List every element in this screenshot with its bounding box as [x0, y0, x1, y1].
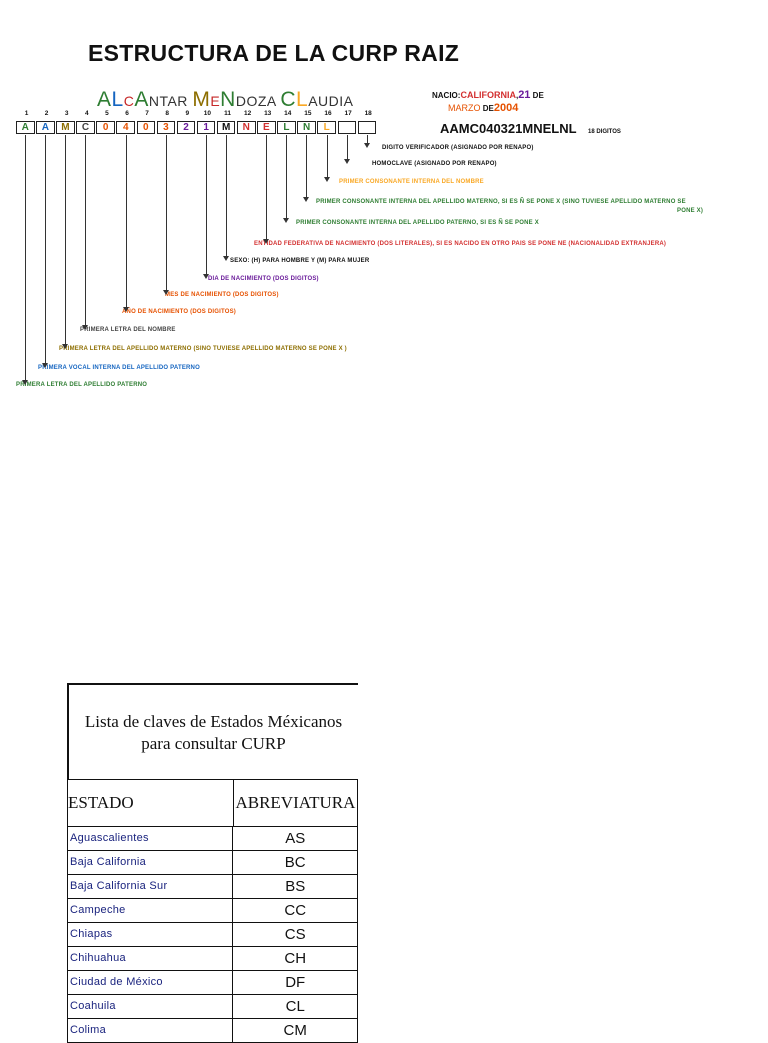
table-row: [67, 947, 358, 971]
birth-de: DE: [530, 91, 544, 100]
table-header: [67, 779, 358, 827]
curp-cell: L: [317, 121, 336, 134]
position-number: 4: [84, 110, 89, 117]
annotation-label: PRIMER CONSONANTE INTERNA DEL APELLIDO PATERNO, SI ES Ñ SE PONE X: [296, 220, 539, 226]
birth-day: 21: [518, 89, 531, 101]
connector-line: [166, 135, 167, 291]
position-number: 16: [324, 110, 332, 117]
state-abbreviation: DF: [233, 971, 358, 994]
connector-line: [226, 135, 227, 257]
birth-year: 2004: [493, 102, 519, 114]
state-abbreviation: AS: [233, 827, 358, 850]
position-number: 5: [105, 110, 109, 117]
curp-grid: [16, 121, 378, 134]
state-name: Baja California: [68, 851, 233, 874]
state-abbreviation: BC: [233, 851, 358, 874]
state-abbreviation: CS: [233, 923, 358, 946]
position-number: 13: [264, 110, 272, 117]
position-number: 18: [364, 110, 372, 117]
digits-note: 18 DIGITOS: [588, 129, 621, 135]
birth-info: [432, 89, 544, 115]
arrow-head-icon: [364, 143, 370, 148]
curp-cell: M: [217, 121, 236, 134]
position-number: 11: [224, 110, 231, 117]
position-number: 9: [185, 110, 190, 117]
page-title: ESTRUCTURA DE LA CURP RAIZ: [88, 40, 460, 66]
curp-cell: [358, 121, 377, 134]
annotation-label: SEXO: (H) PARA HOMBRE Y (M) PARA MUJER: [230, 258, 370, 264]
position-number: 15: [304, 110, 312, 117]
table-row: [67, 995, 358, 1019]
position-number: 2: [44, 110, 49, 117]
state-name: Chihuahua: [68, 947, 233, 970]
curp-cell: 2: [177, 121, 196, 134]
curp-cell: N: [297, 121, 316, 134]
curp-cell: 3: [157, 121, 176, 134]
state-abbreviation: CC: [233, 899, 358, 922]
position-number: 1: [24, 110, 29, 117]
name-part: AUDIA: [308, 93, 354, 109]
connector-line: [65, 135, 66, 345]
curp-cell: 1: [197, 121, 216, 134]
position-numbers: [16, 110, 406, 120]
arrow-head-icon: [344, 159, 350, 164]
state-name: Ciudad de México: [68, 971, 233, 994]
arrow-head-icon: [123, 307, 129, 312]
position-number: 17: [344, 110, 352, 117]
state-name: Colima: [68, 1019, 233, 1042]
position-number: 3: [64, 110, 69, 117]
position-number: 12: [243, 110, 252, 117]
position-number: 6: [125, 110, 129, 117]
curp-cell: 4: [116, 121, 135, 134]
example-name: [97, 88, 354, 112]
state-abbreviation: BS: [233, 875, 358, 898]
annotation-label: PRIMERA LETRA DEL APELLIDO MATERNO (SINO TUVIESE APELLIDO MATERNO SE PONE X ): [59, 346, 347, 352]
name-part: A: [97, 88, 112, 111]
arrow-head-icon: [283, 218, 289, 223]
arrow-head-icon: [163, 290, 169, 295]
arrow-head-icon: [223, 256, 229, 261]
connector-line: [25, 135, 26, 381]
curp-cell: E: [257, 121, 276, 134]
table-row: [67, 875, 358, 899]
connector-line: [306, 135, 307, 198]
name-part: E: [210, 93, 221, 109]
arrow-head-icon: [263, 239, 269, 244]
arrow-head-icon: [303, 197, 309, 202]
annotation-label: HOMOCLAVE (ASIGNADO POR RENAPO): [372, 161, 497, 167]
connector-line: [327, 135, 328, 178]
annotation-label: AÑO DE NACIMIENTO (DOS DIGITOS): [122, 309, 236, 315]
curp-cell: N: [237, 121, 256, 134]
position-number: 10: [203, 110, 211, 117]
table-row: [67, 1019, 358, 1043]
header-abreviatura: ABREVIATURA: [234, 780, 358, 826]
arrow-head-icon: [82, 325, 88, 330]
name-part: C: [280, 88, 297, 111]
table-title-line1: Lista de claves de Estados Méxicanos: [84, 712, 343, 731]
table-row: [67, 899, 358, 923]
state-name: Baja California Sur: [68, 875, 233, 898]
name-part: L: [296, 88, 309, 111]
state-abbreviation: CL: [233, 995, 358, 1018]
curp-cell: L: [277, 121, 296, 134]
connector-line: [206, 135, 207, 275]
connector-line: [347, 135, 348, 160]
birth-month: MARZO: [448, 103, 481, 113]
state-name: Campeche: [68, 899, 233, 922]
birth-label: NACIO:: [432, 91, 461, 100]
arrow-head-icon: [22, 380, 28, 385]
name-part: A: [134, 88, 149, 111]
arrow-head-icon: [42, 363, 48, 368]
state-abbreviation: CH: [233, 947, 358, 970]
annotation-label: DIGITO VERIFICADOR (ASIGNADO POR RENAPO): [382, 145, 534, 151]
curp-cell: 0: [137, 121, 156, 134]
connector-line: [45, 135, 46, 364]
connector-line: [85, 135, 86, 326]
annotation-label: PRIMERA LETRA DEL NOMBRE: [80, 327, 176, 333]
annotation-label: ENTIDAD FEDERATIVA DE NACIMIENTO (DOS LITERALES), SI ES NACIDO EN OTRO PAIS SE PONE NE (NACIONALIDAD EXTRANJERA): [254, 241, 667, 247]
name-part: C: [123, 93, 135, 109]
header-estado: ESTADO: [68, 780, 234, 826]
arrow-head-icon: [62, 344, 68, 349]
curp-cell: A: [36, 121, 55, 134]
table-title-box: [67, 683, 358, 779]
state-abbreviation: CM: [233, 1019, 358, 1042]
table-title: [69, 685, 358, 755]
table-body: [67, 827, 358, 1043]
connector-line: [286, 135, 287, 219]
table-row: [67, 827, 358, 851]
arrow-head-icon: [203, 274, 209, 279]
annotation-label: PRIMERA LETRA DEL APELLIDO PATERNO: [16, 382, 148, 388]
position-number: 8: [165, 110, 169, 117]
annotation-label: PONE X): [677, 208, 704, 214]
arrow-head-icon: [324, 177, 330, 182]
table-title-line2: para consultar CURP: [141, 734, 286, 753]
birth-de2: DE: [480, 104, 494, 113]
annotation-label: PRIMER CONSONANTE INTERNA DEL APELLIDO MATERNO, SI ES Ñ SE PONE X (SINO TUVIESE APELLIDO MATERNO SE: [316, 199, 686, 205]
name-part: L: [111, 88, 124, 111]
curp-cell: [338, 121, 357, 134]
name-part: M: [192, 88, 211, 111]
birth-comma: ,: [515, 91, 519, 100]
name-part: N: [220, 88, 236, 111]
curp-code: AAMC040321MNELNL: [440, 121, 577, 136]
position-number: 7: [145, 110, 149, 117]
position-number: 14: [284, 110, 292, 117]
annotation-label: MES DE NACIMIENTO (DOS DIGITOS): [165, 292, 279, 298]
name-part: DOZA: [235, 93, 281, 109]
annotation-label: DIA DE NACIMIENTO (DOS DIGITOS): [208, 276, 319, 282]
annotation-label: PRIMERA VOCAL INTERNA DEL APELLIDO PATERNO: [38, 365, 200, 371]
state-name: Aguascalientes: [68, 827, 233, 850]
annotation-label: PRIMER CONSONANTE INTERNA DEL NOMBRE: [339, 179, 484, 185]
table-row: [67, 851, 358, 875]
curp-cell: 0: [96, 121, 115, 134]
curp-cell: C: [76, 121, 95, 134]
connector-line: [126, 135, 127, 308]
birth-state: CALIFORNIA: [460, 90, 516, 100]
curp-cell: M: [56, 121, 75, 134]
state-name: Chiapas: [68, 923, 233, 946]
table-row: [67, 971, 358, 995]
states-table: [67, 683, 358, 1043]
connector-line: [266, 135, 267, 240]
state-name: Coahuila: [68, 995, 233, 1018]
curp-cell: A: [16, 121, 35, 134]
name-part: NTAR: [148, 93, 193, 109]
table-row: [67, 923, 358, 947]
